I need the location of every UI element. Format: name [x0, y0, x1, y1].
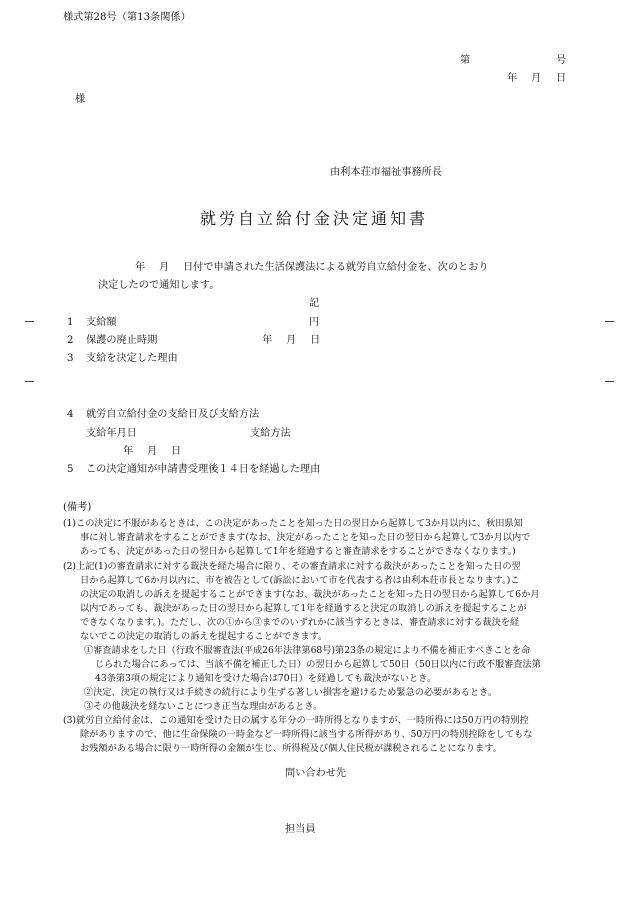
note-1-line-3: あっても、決定があった日の翌日から起算して1年を経過すると審査請求をすることができなくなります。) — [80, 546, 516, 557]
note-1-line-2: 事に対し審査請求をすることができます(なお、決定があったことを知った日の翌日から起算して3か月以内で — [80, 532, 531, 543]
doc-number-suffix: 号 — [556, 55, 567, 66]
recipient-honorific: 様 — [75, 94, 86, 105]
note-3-line-1: (3)就労自立給付金は、この通知を受けた日の属する年分の一時所得となりますが、一時所得には50万円の特別控 — [63, 715, 529, 726]
issuer-name: 由利本荘市福祉事務所長 — [330, 167, 443, 178]
condition-3: ③その他裁決を経ないことにつき正当な理由があるとき。 — [84, 701, 323, 712]
item-5-label: この決定通知が申請書受理後１４日を経過した理由 — [86, 464, 321, 475]
item-2-label: 保護の廃止時期 — [86, 335, 158, 346]
date-year: 年 — [507, 73, 518, 84]
punch-mark-left-top — [25, 321, 34, 322]
notes-heading: (備考) — [63, 502, 92, 513]
item-4-number: 4 — [67, 409, 74, 420]
intro-month: 月 — [159, 262, 170, 273]
item-1-number: 1 — [67, 317, 74, 328]
item-4-label: 就労自立給付金の支給日及び支給方法 — [86, 409, 260, 420]
intro-text: 日付で申請された生活保護法による就労自立給付金を、次のとおり — [183, 262, 489, 273]
item-2-year: 年 — [262, 335, 273, 346]
note-1-line-1: (1)この決定に不服があるときは、この決定があったことを知った日の翌日から起算して3か月以内に、秋田県知 — [63, 518, 523, 529]
note-2-line-3: の決定の取消しの訴えを提起することができます(なお、裁決があったことを知った日の翌日から起算して6か月 — [80, 589, 540, 600]
condition-1-line-2: じられた場合にあっては、当該不備を補正した日）の翌日から起算して50日（50日以内に行政不服審査法第 — [95, 659, 541, 670]
punch-mark-left-bottom — [25, 381, 34, 382]
item-4-month: 月 — [147, 446, 158, 457]
item-1-label: 支給額 — [86, 317, 117, 328]
note-2-line-4: 以内であっても、裁決があった日の翌日から起算して1年を経過すると決定の取消しの訴えを提起することが — [80, 603, 527, 614]
doc-number-prefix: 第 — [460, 55, 471, 66]
ki-label: 記 — [309, 298, 320, 309]
document-title: 就労自立給付金決定通知書 — [200, 209, 429, 228]
condition-2: ②決定、決定の執行又は手続きの続行により生ずる著しい損害を避けるため緊急の必要があるとき。 — [84, 687, 498, 698]
staff-label: 担当員 — [285, 824, 316, 835]
item-4-year: 年 — [123, 446, 134, 457]
note-3-line-2: 除がありますので、他に生命保険の一時金など一時所得に該当する所得があり、50万円の特別控除をしてもな — [80, 729, 533, 740]
note-2-line-6: ないでこの決定の取消しの訴えを提起することができます。 — [80, 631, 328, 642]
form-number: 様式第28号（第13条関係） — [63, 12, 191, 23]
item-1-unit: 円 — [309, 317, 320, 328]
condition-1-line-3: 43条第3項の規定により通知を受けた場合は70日）を経過しても裁決がないとき。 — [95, 673, 437, 684]
item-2-day: 日 — [310, 335, 321, 346]
note-3-line-3: お残額がある場合に限り一時所得の金額が生じ、所得税及び個人住民税が課税されることになります。 — [80, 743, 502, 754]
date-day: 日 — [556, 73, 567, 84]
date-month: 月 — [531, 73, 542, 84]
item-3-number: 3 — [67, 353, 74, 364]
contact-label: 問い合わせ先 — [285, 768, 347, 779]
item-5-number: 5 — [67, 464, 74, 475]
intro-text-line2: 決定したので通知します。 — [98, 280, 220, 291]
item-4-day: 日 — [171, 446, 182, 457]
item-3-label: 支給を決定した理由 — [86, 353, 178, 364]
item-2-month: 月 — [286, 335, 297, 346]
note-2-line-1: (2)上記(1)の審査請求に対する裁決を経た場合に限り、その審査請求に対する裁決があったことを知った日の翌 — [63, 561, 521, 572]
condition-1-line-1: ①審査請求をした日（行政不服審査法(平成26年法律第68号)第23条の規定により不備を補正すべきことを命 — [84, 645, 531, 656]
intro-year: 年 — [135, 262, 146, 273]
punch-mark-right-top — [605, 321, 614, 322]
item-4-payment-method-label: 支給方法 — [250, 428, 291, 439]
punch-mark-right-bottom — [605, 381, 614, 382]
item-4-payment-date-label: 支給年月日 — [86, 428, 137, 439]
item-2-number: 2 — [67, 335, 74, 346]
note-2-line-2: 日から起算して6か月以内に、市を被告として(訴訟において市を代表する者は由利本荘市長となります。)こ — [80, 575, 520, 586]
note-2-line-5: できなくなります。)。ただし、次の①から③までのいずれかに該当するときは、審査請求に対する裁決を経 — [80, 617, 520, 628]
